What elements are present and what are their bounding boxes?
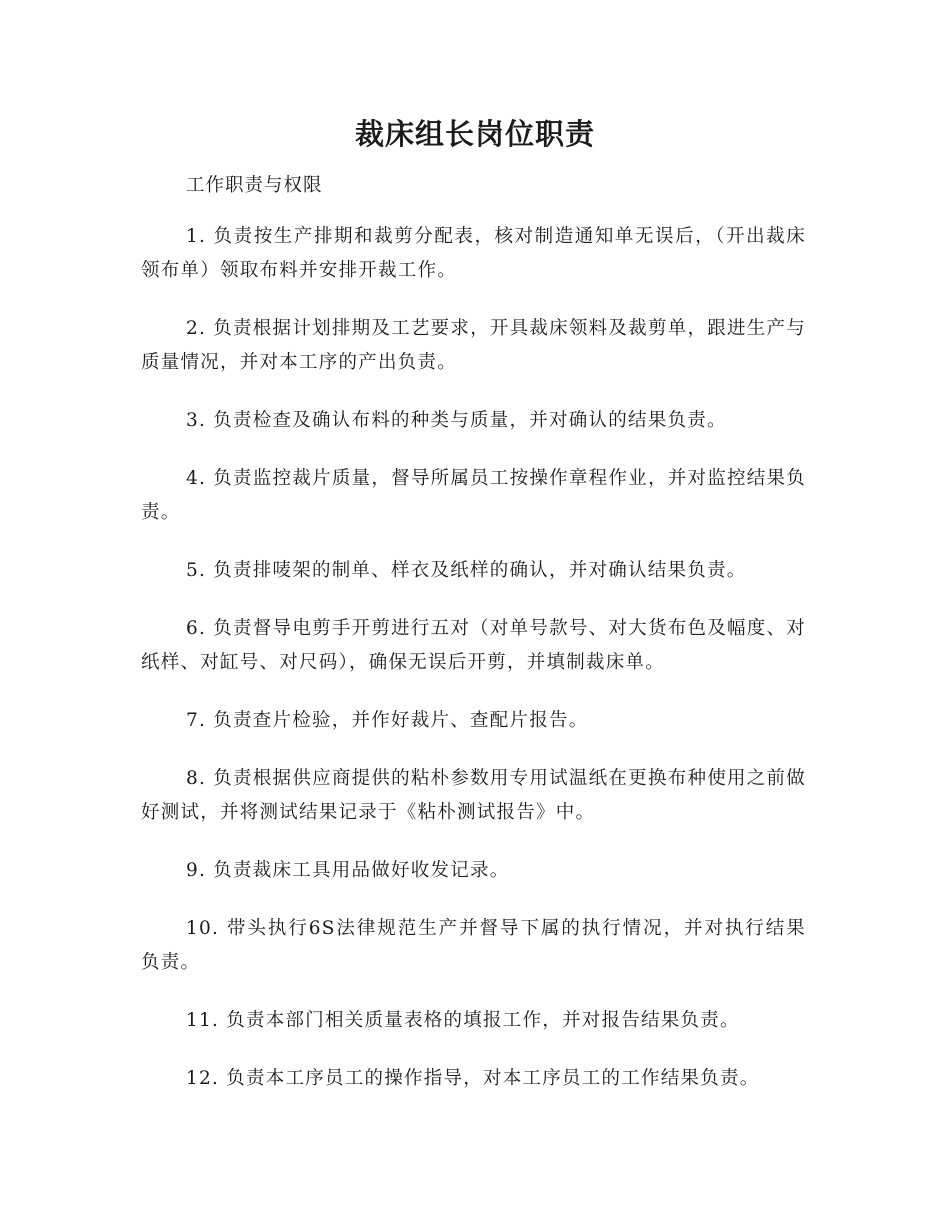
duty-item-11: 11. 负责本部门相关质量表格的填报工作，并对报告结果负责。 [186, 1010, 740, 1031]
section-subtitle: 工作职责与权限 [186, 175, 323, 196]
duty-item-2: 2. 负责根据计划排期及工艺要求，开具裁床领料及裁剪单，跟进生产与质量情况，并对本工序的产出负责。 [141, 318, 806, 373]
duty-item-7: 7. 负责查片检验，并作好裁片、查配片报告。 [186, 710, 589, 731]
duty-item-10: 10. 带头执行6S法律规范生产并督导下属的执行情况，并对执行结果负责。 [141, 918, 806, 973]
duty-item-8: 8. 负责根据供应商提供的粘朴参数用专用试温纸在更换布种使用之前做好测试，并将测试结果记录于《粘朴测试报告》中。 [141, 768, 806, 823]
duty-item-5: 5. 负责排唛架的制单、样衣及纸样的确认，并对确认结果负责。 [186, 560, 747, 581]
document-title: 裁床组长岗位职责 [354, 117, 595, 151]
duty-item-4: 4. 负责监控裁片质量，督导所属员工按操作章程作业，并对监控结果负责。 [141, 468, 806, 523]
duty-item-1: 1. 负责按生产排期和裁剪分配表，核对制造通知单无误后，（开出裁床领布单）领取布料并安排开裁工作。 [141, 226, 806, 281]
duty-item-6: 6. 负责督导电剪手开剪进行五对（对单号款号、对大货布色及幅度、对纸样、对缸号、对尺码），确保无误后开剪，并填制裁床单。 [141, 618, 806, 673]
duty-item-12: 12. 负责本工序员工的操作指导，对本工序员工的工作结果负责。 [186, 1068, 760, 1089]
duty-list [141, 220, 806, 1120]
duty-item-9: 9. 负责裁床工具用品做好收发记录。 [186, 860, 510, 881]
duty-item-3: 3. 负责检查及确认布料的种类与质量，并对确认的结果负责。 [186, 410, 727, 431]
